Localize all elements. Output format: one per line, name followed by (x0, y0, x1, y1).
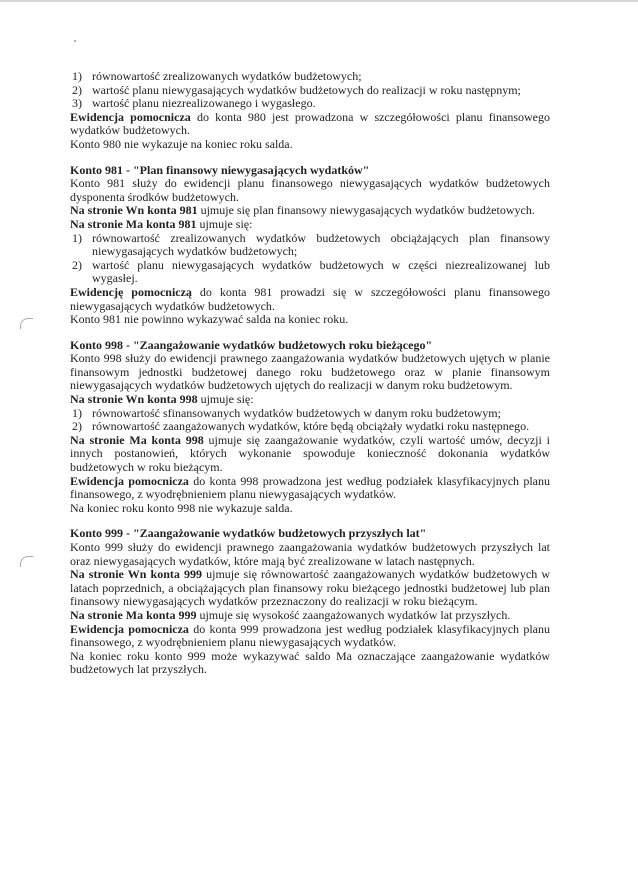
closing-paragraph: Na koniec roku konto 998 nie wykazuje salda. (70, 500, 293, 515)
list-item: 2) wartość planu niewygasających wydatków budżetowych do realizacji w roku następnym; (72, 82, 521, 97)
closing-paragraph: Konto 981 nie powinno wykazywać salda na koniec roku. (70, 312, 349, 327)
document-body (70, 70, 550, 677)
intro-paragraph: Konto 999 służy do ewidencji prawnego zaangażowania wydatków budżetowych przyszłych lat oraz niewygasających wydatków, które mają być zrealizowane w latach następnych. (70, 540, 550, 568)
konto-999-section (70, 527, 550, 677)
wn-paragraph: Na stronie Wn konta 999 ujmuje się równowartość zaangażowanych wydatków budżetowych w latach poprzednich, a obciążających plan finansowy roku bieżącego jednostki budżetowej lub plan finansowy niewygasających wydatków przeznaczony do realizacji w roku bieżącym. (70, 567, 550, 609)
evidence-paragraph: Ewidencja pomocnicza do konta 998 prowadzona jest według podziałek klasyfikacyjnych planu finansowego, z wyodrębnieniem planu niewygasających wydatków. (70, 473, 550, 502)
wn-paragraph: Na stronie Wn konta 998 ujmuje się: (70, 392, 254, 407)
section-heading: Konto 999 - "Zaangażowanie wydatków budżetowych przyszłych lat" (70, 526, 427, 541)
evidence-paragraph: Ewidencję pomocniczą do konta 981 prowadzi się w szczegółowości planu finansowego niewygasających wydatków budżetowych. (70, 284, 551, 313)
section-heading: Konto 998 - "Zaangażowanie wydatków budżetowych roku bieżącego" (70, 337, 433, 352)
list-item: 1) równowartość sfinansowanych wydatków budżetowych w danym roku budżetowym; (72, 405, 501, 420)
intro-paragraph: Konto 981 służy do ewidencji planu finansowego niewygasających wydatków budżetowych dysponenta środków budżetowych. (70, 176, 550, 204)
ma-paragraph: Na stronie Ma konta 981 ujmuje się: (70, 216, 253, 231)
ma-paragraph: Na stronie Ma konta 998 ujmuje się zaangażowanie wydatków, czyli wartość umów, decyzji i innych postanowień, których wykonanie spowoduje konieczność dokonania wydatków budżetowych w roku bieżącym. (70, 432, 550, 475)
list-item: 1) równowartość zrealizowanych wydatków budżetowych; (72, 69, 362, 83)
scan-speck (74, 40, 76, 42)
konto-980-continuation (70, 70, 550, 152)
section-heading: Konto 981 - "Plan finansowy niewygasających wydatków" (70, 162, 370, 177)
list-item: 2) wartość planu niewygasających wydatków budżetowych w części niezrealizowanej lub wygasłej. (72, 257, 550, 286)
wn-paragraph: Na stronie Wn konta 981 ujmuje się plan finansowy niewygasających wydatków budżetowych. (70, 203, 535, 218)
ma-paragraph: Na stronie Ma konta 999 ujmuje się wysokość zaangażowanych wydatków lat przyszłych. (70, 607, 511, 622)
binder-hole-mark-lower (20, 556, 33, 567)
list-item: 2) równowartość zaangażowanych wydatków, które będą obciążały wydatki roku następnego. (72, 419, 530, 434)
list-item: 1) równowartość zrealizowanych wydatków budżetowych obciążających plan finansowy niewygasających wydatków budżetowych; (72, 230, 550, 259)
konto-998-section (70, 339, 550, 516)
konto-981-section (70, 164, 550, 327)
binder-hole-mark-upper (20, 318, 33, 329)
list-item: 3) wartość planu niezrealizowanego i wygasłego. (72, 96, 316, 111)
closing-paragraph: Konto 980 nie wykazuje na koniec roku salda. (70, 136, 293, 151)
closing-paragraph: Na koniec roku konto 999 może wykazywać saldo Ma oznaczające zaangażowanie wydatków budżetowych lat przyszłych. (70, 648, 550, 677)
intro-paragraph: Konto 998 służy do ewidencji prawnego zaangażowania wydatków budżetowych ujętych w planie finansowym jednostki budżetowej danego roku budżetowego oraz w planie finansowym niewygasających wydatków budżetowych ujętych do realizacji w danym roku budżetowym. (70, 351, 550, 393)
top-scan-border (0, 0, 638, 2)
evidence-paragraph: Ewidencja pomocnicza do konta 999 prowadzona jest według podziałek klasyfikacyjnych planu finansowego, z wyodrębnieniem planu niewygasających wydatków. (70, 621, 550, 650)
evidence-paragraph: Ewidencja pomocnicza do konta 980 jest prowadzona w szczegółowości planu finansowego wydatków budżetowych. (70, 109, 551, 138)
